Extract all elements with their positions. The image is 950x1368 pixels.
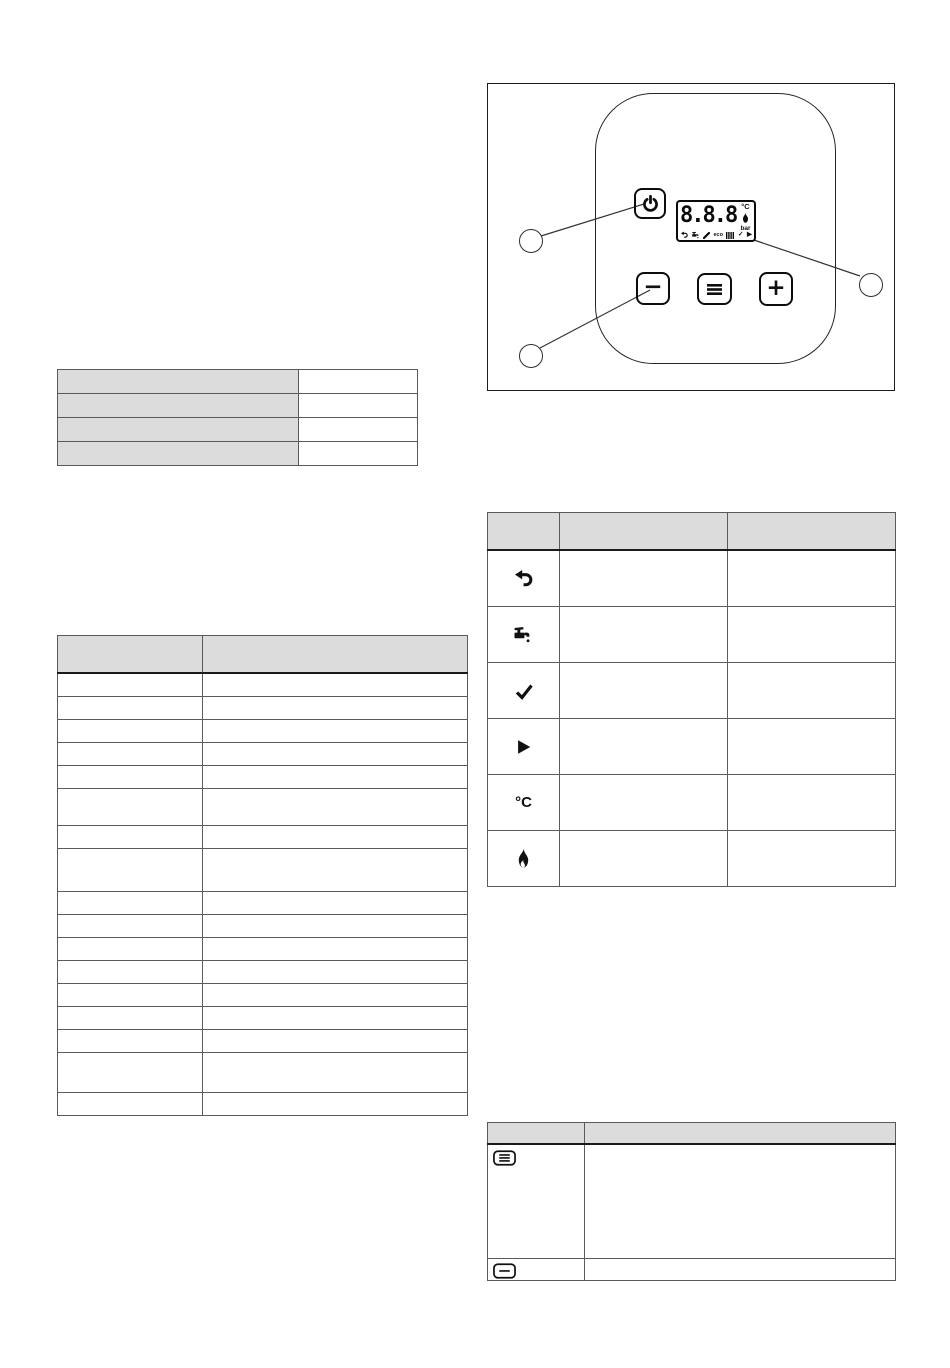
lcd-side-indicators xyxy=(738,203,753,232)
table-row xyxy=(58,418,418,442)
spec-table xyxy=(57,369,418,466)
plus-button xyxy=(759,272,793,306)
bar-indicator: bar xyxy=(740,225,751,232)
lcd-display xyxy=(676,200,756,242)
play-icon xyxy=(515,738,532,756)
table-row xyxy=(58,442,418,466)
back-arrow-icon xyxy=(515,569,533,589)
lcd-digits: 8.8.8 xyxy=(680,203,737,228)
table-row xyxy=(58,720,468,743)
table-row xyxy=(58,370,418,394)
table-row xyxy=(488,719,896,775)
play-icon: ▶ xyxy=(746,231,752,238)
celsius-label: °C xyxy=(488,775,560,831)
menu-key-icon xyxy=(493,1150,516,1166)
table-row xyxy=(58,697,468,720)
table-header-row xyxy=(488,1123,896,1145)
power-button xyxy=(634,188,666,219)
menu-button xyxy=(697,273,732,305)
table-row xyxy=(58,1030,468,1053)
flame-icon xyxy=(515,848,532,869)
menu-icon xyxy=(707,284,722,295)
table-row xyxy=(58,961,468,984)
callout-circle-display xyxy=(859,273,883,297)
table-row xyxy=(488,775,896,831)
table-row xyxy=(58,673,468,697)
power-icon xyxy=(642,195,659,212)
callout-circle-power xyxy=(519,229,543,253)
table-header-row xyxy=(58,636,468,674)
eco-label: eco xyxy=(713,232,723,238)
table-row xyxy=(58,938,468,961)
control-panel-figure xyxy=(487,83,895,391)
table-header-row xyxy=(488,513,896,551)
table-row xyxy=(488,1259,896,1281)
lcd-status-row xyxy=(681,230,752,239)
check-icon: ✓ xyxy=(737,231,744,238)
faucet-icon xyxy=(514,625,533,644)
radiator-icon xyxy=(726,232,734,239)
flame-indicator-icon xyxy=(741,212,750,224)
table-row xyxy=(58,394,418,418)
minus-glyph: − xyxy=(643,274,663,300)
faucet-icon xyxy=(692,231,700,239)
table-row xyxy=(488,1144,896,1259)
table-row xyxy=(58,892,468,915)
table-row xyxy=(58,826,468,849)
check-icon xyxy=(515,682,533,700)
key-table xyxy=(487,1122,896,1281)
settings-table xyxy=(57,635,468,1116)
table-row xyxy=(58,849,468,892)
callout-circle-minus xyxy=(519,344,543,368)
minus-button xyxy=(636,272,670,305)
table-row xyxy=(58,1093,468,1116)
table-row xyxy=(58,1007,468,1030)
table-row xyxy=(488,663,896,719)
table-row xyxy=(488,550,896,607)
table-row xyxy=(58,766,468,789)
table-row xyxy=(58,789,468,826)
celsius-indicator: °C xyxy=(741,202,750,211)
table-row xyxy=(488,831,896,887)
plus-glyph: + xyxy=(766,274,786,301)
minus-key-icon xyxy=(493,1263,516,1279)
symbol-table xyxy=(487,512,896,887)
wrench-icon xyxy=(703,232,710,239)
table-row xyxy=(58,984,468,1007)
table-row xyxy=(58,1053,468,1093)
table-row xyxy=(488,607,896,663)
table-row xyxy=(58,743,468,766)
table-row xyxy=(58,915,468,938)
back-arrow-icon xyxy=(681,231,688,239)
